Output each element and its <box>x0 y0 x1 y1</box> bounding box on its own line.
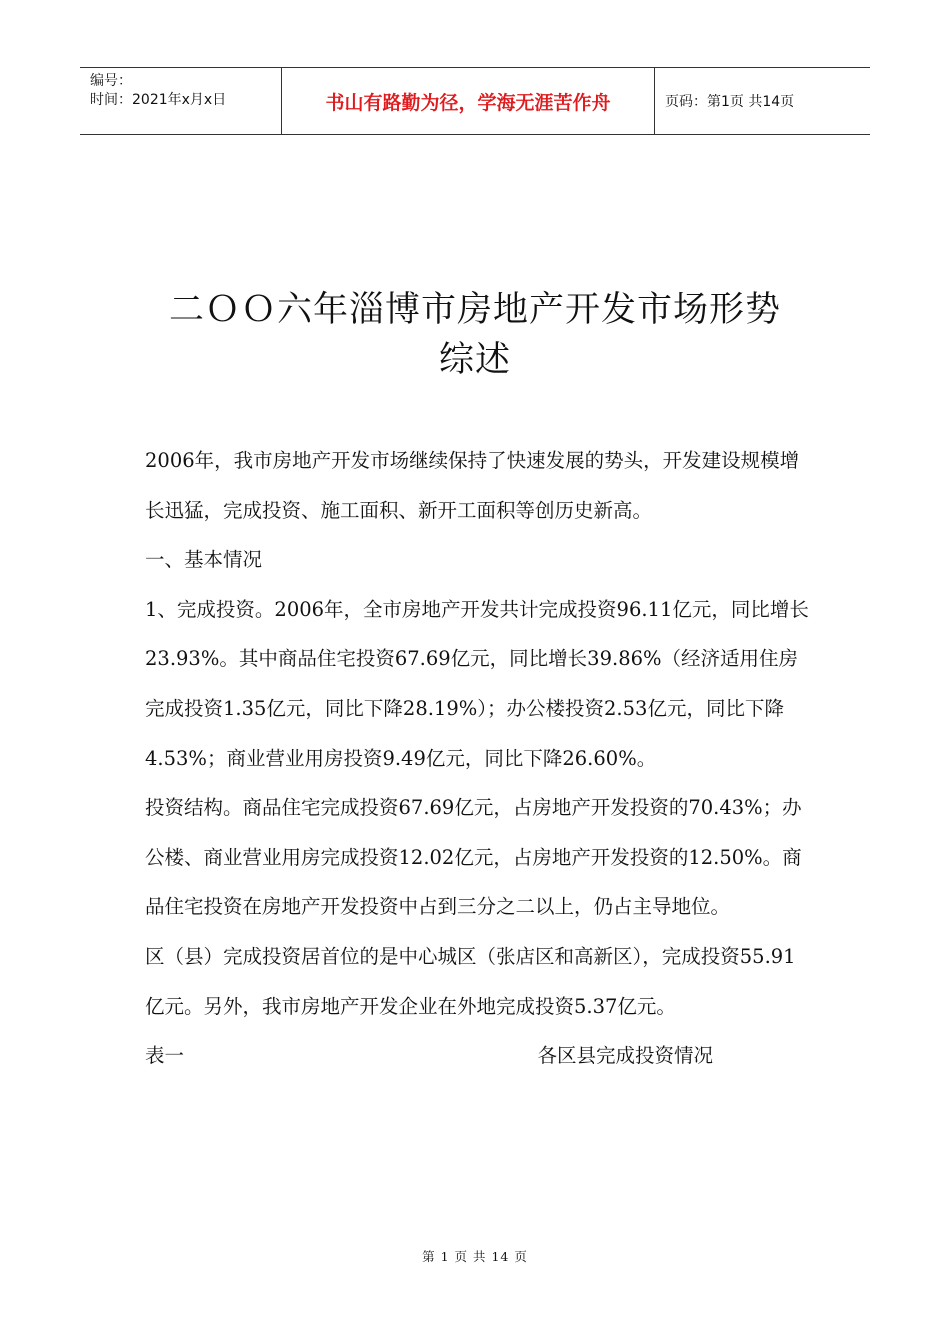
table-caption <box>145 1031 713 1081</box>
document-title-line-2: 综述 <box>438 340 511 380</box>
header-page-info: 页码：第1页 共14页 <box>665 94 795 110</box>
table-caption-title: 各区县完成投资情况 <box>537 1044 713 1068</box>
time-label: 时间：2021年x月x日 <box>90 92 227 108</box>
page-footer: 第 1 页 共 14 页 <box>422 1249 528 1264</box>
document-title-line-1: 二ＯＯ六年淄博市房地产开发市场形势 <box>168 290 781 330</box>
paragraph-district-investment: 区（县）完成投资居首位的是中心城区（张店区和高新区），完成投资55.91亿元。另外，我市房地产开发企业在外地完成投资5.37亿元。 <box>145 944 796 1018</box>
paragraph-investment: 1、完成投资。2006年，全市房地产开发共计完成投资96.11亿元，同比增长23.93%。其中商品住宅投资67.69亿元，同比增长39.86%（经济适用住房完成投资1.35亿元，同比下降28.19%）；办公楼投资2.53亿元，同比下降4.53%；商业营业用房投资9.49亿元，同比下降26.60%。 <box>145 597 809 770</box>
header-motto: 书山有路勤为径，学海无涯苦作舟 <box>282 68 655 134</box>
section-heading-basic: 一、基本情况 <box>145 548 263 572</box>
paragraph-investment-structure: 投资结构。商品住宅完成投资67.69亿元，占房地产开发投资的70.43%；办公楼、商业营业用房完成投资12.02亿元，占房地产开发投资的12.50%。商品住宅投资在房地产开发投资中占到三分之二以上，仍占主导地位。 <box>145 796 802 919</box>
header-meta-cell <box>80 68 282 134</box>
document-body <box>145 436 810 1081</box>
paragraph-intro: 2006年，我市房地产开发市场继续保持了快速发展的势头，开发建设规模增长迅猛，完成投资、施工面积、新开工面积等创历史新高。 <box>145 449 800 522</box>
document-title <box>100 285 850 385</box>
table-caption-label: 表一 <box>145 1044 185 1068</box>
code-label: 编号： <box>90 73 132 89</box>
header-table <box>80 67 870 135</box>
